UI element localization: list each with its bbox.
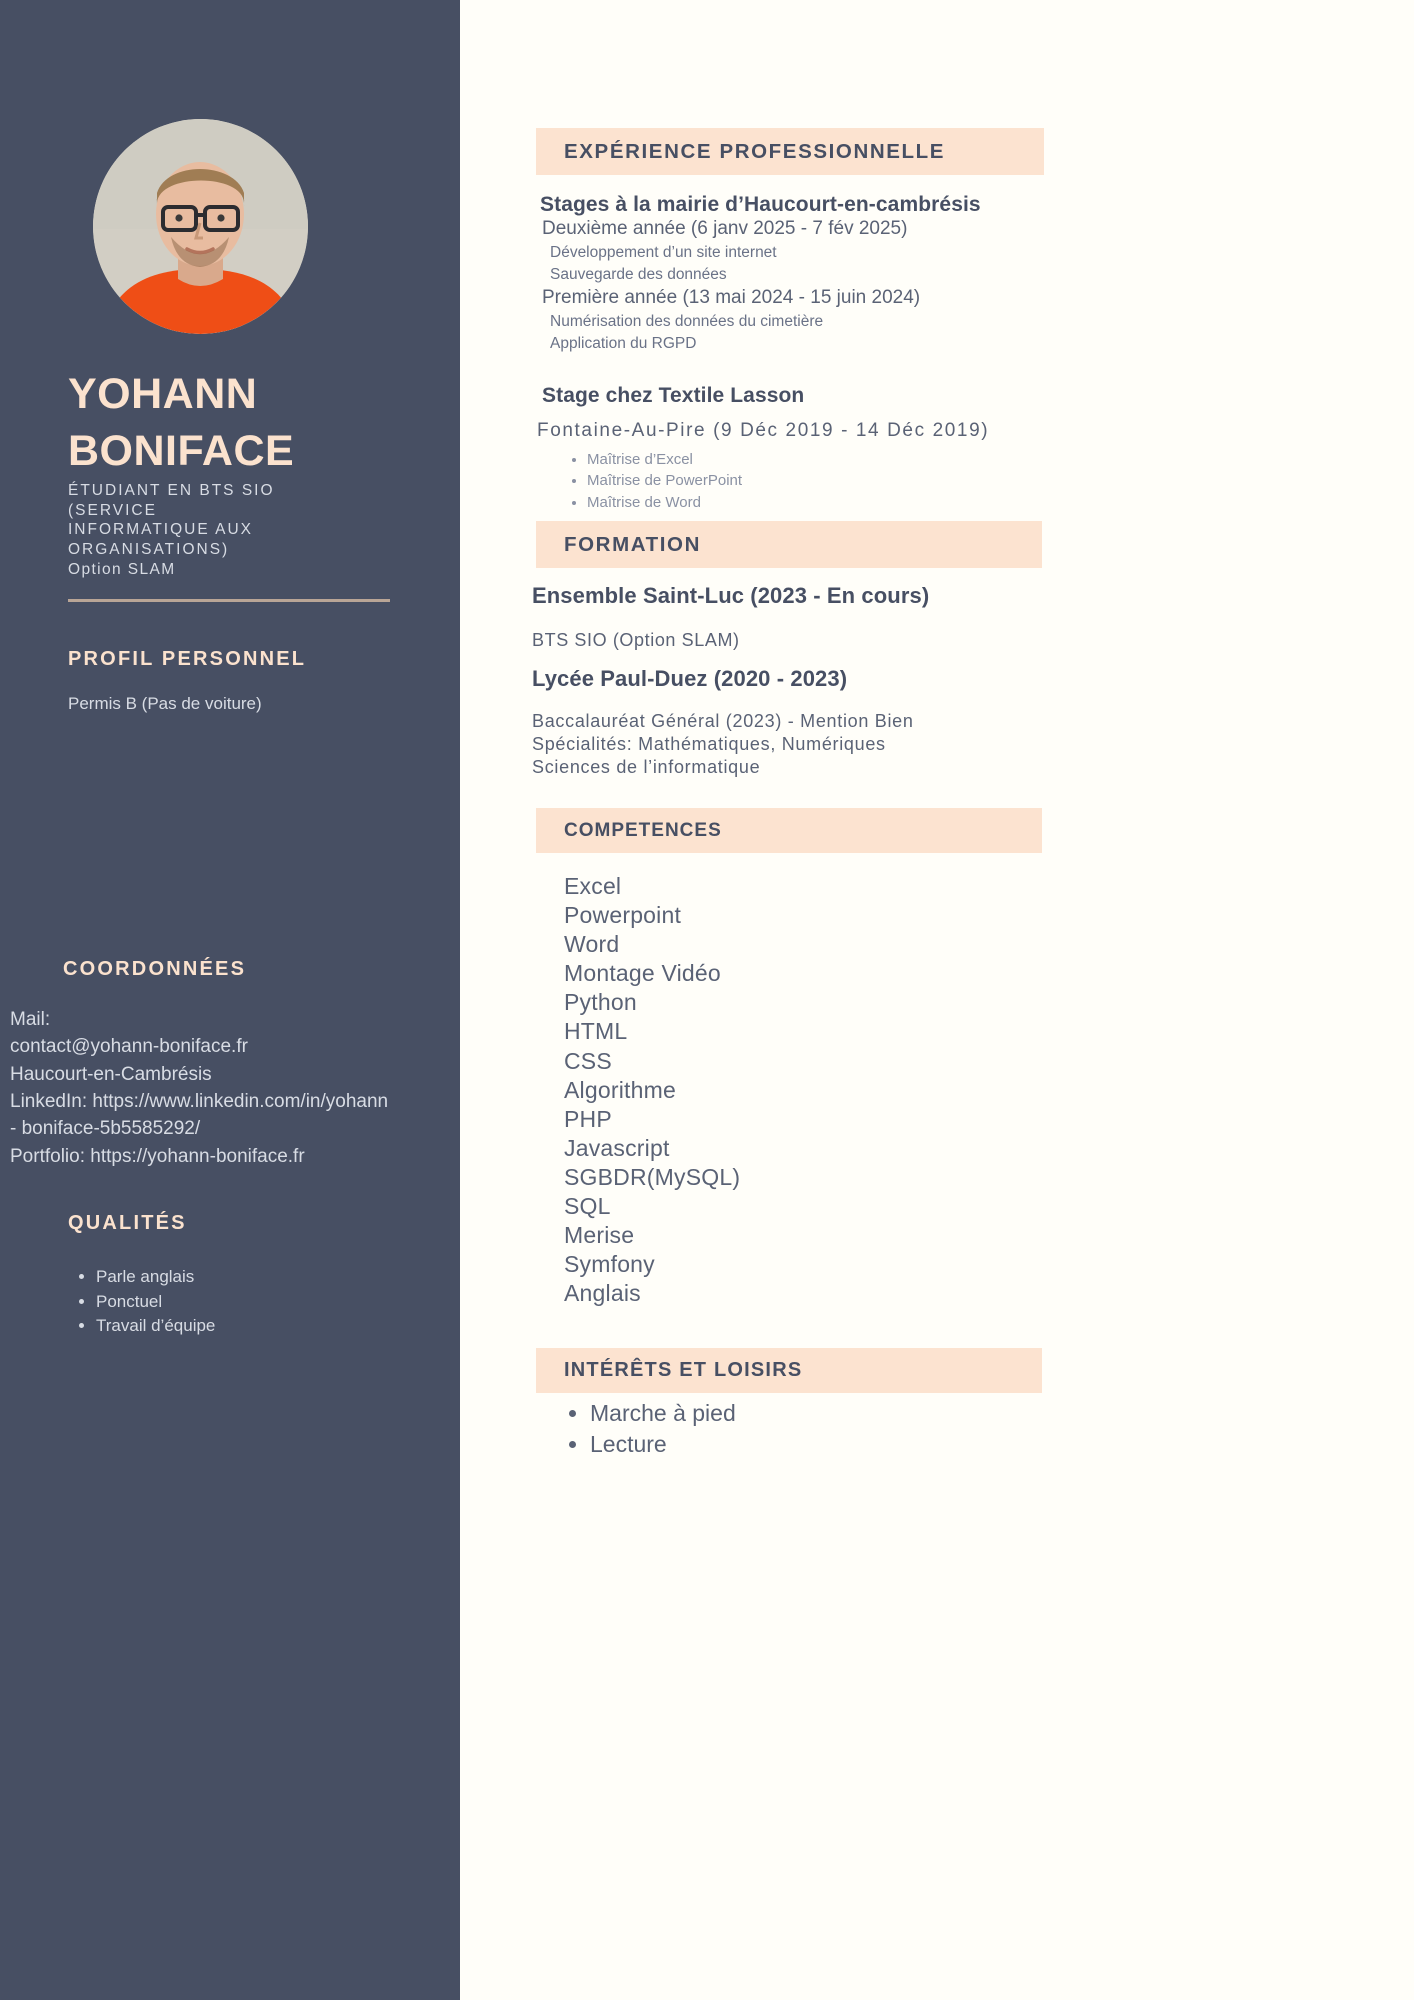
- list-item: Algorithme: [564, 1076, 676, 1103]
- full-name: [68, 366, 438, 480]
- list-item: PHP: [564, 1105, 612, 1132]
- section-heading-experience: EXPÉRIENCE PROFESSIONNELLE: [564, 139, 946, 163]
- experience-2-list: [555, 449, 1127, 513]
- list-item: Powerpoint: [564, 902, 682, 929]
- interets-list: [558, 1398, 1110, 1460]
- contact-email[interactable]: contact@yohann-boniface.fr: [10, 1036, 248, 1058]
- list-item: • Ponctuel: [96, 1290, 466, 1315]
- list-item: Excel: [564, 873, 622, 899]
- subtitle-line-4: ORGANISATIONS): [68, 541, 230, 559]
- formation-2-title: Lycée Paul-Duez (2020 - 2023): [532, 666, 848, 691]
- section-band-experience: [536, 128, 1044, 175]
- section-heading-interets: INTÉRÊTS ET LOISIRS: [564, 1359, 803, 1381]
- detail-line: Sauvegarde des données: [550, 265, 727, 283]
- detail-line: Application du RGPD: [550, 334, 697, 352]
- experience-2-title: Stage chez Textile Lasson: [542, 384, 805, 407]
- job-subtitle: [68, 481, 448, 579]
- sidebar-gap-strip: [460, 0, 482, 2000]
- experience-1-period-1: Deuxième année (6 janv 2025 - 7 fév 2025): [542, 218, 908, 239]
- list-item: Symfony: [564, 1251, 655, 1278]
- list-item: • Lecture: [590, 1429, 1110, 1460]
- section-band-interets: [536, 1348, 1042, 1393]
- contact-linkedin-part2[interactable]: - boniface-5b5585292/: [10, 1118, 201, 1140]
- detail-line: Spécialités: Mathématiques, Numériques: [532, 734, 886, 755]
- list-item: Word: [564, 931, 620, 958]
- list-item: CSS: [564, 1047, 612, 1074]
- competences-list: [564, 872, 1084, 1308]
- formation-1-sub: BTS SIO (Option SLAM): [532, 630, 740, 650]
- contact-linkedin-part1[interactable]: LinkedIn: https://www.linkedin.com/in/yohann: [10, 1091, 389, 1113]
- subtitle-line-3: INFORMATIQUE AUX: [68, 521, 254, 539]
- qualites-list: [68, 1265, 466, 1339]
- profile-photo-illustration: [93, 119, 308, 334]
- section-heading-formation: FORMATION: [564, 532, 701, 556]
- profil-text: Permis B (Pas de voiture): [68, 694, 262, 713]
- section-heading-qualites: QUALITÉS: [68, 1212, 187, 1234]
- list-item: Python: [564, 989, 637, 1016]
- main-column: [482, 0, 1414, 2000]
- list-item: • Maîtrise d’Excel: [587, 449, 1127, 470]
- contact-mail-label: Mail:: [10, 1009, 51, 1030]
- detail-line: Sciences de l’informatique: [532, 757, 761, 778]
- section-heading-competences: COMPETENCES: [564, 819, 722, 841]
- list-item: • Marche à pied: [590, 1398, 1110, 1429]
- list-item: • Maîtrise de PowerPoint: [587, 470, 1127, 491]
- avatar: [93, 119, 308, 334]
- contact-portfolio[interactable]: Portfolio: https://yohann-boniface.fr: [10, 1145, 305, 1167]
- detail-line: Développement d’un site internet: [550, 244, 777, 261]
- list-item: HTML: [564, 1018, 628, 1045]
- experience-1-title: Stages à la mairie d’Haucourt-en-cambrésis: [540, 193, 981, 216]
- list-item: Montage Vidéo: [564, 960, 721, 987]
- formation-2-details: [532, 710, 1152, 779]
- list-item: SQL: [564, 1193, 611, 1220]
- coordonnees-block: [10, 1006, 460, 1170]
- sidebar-divider: [68, 599, 390, 602]
- section-band-formation: [536, 521, 1042, 568]
- list-item: • Maîtrise de Word: [587, 492, 1127, 513]
- list-item: Merise: [564, 1222, 635, 1249]
- section-heading-profil: PROFIL PERSONNEL: [68, 648, 307, 670]
- experience-1-period-2: Première année (13 mai 2024 - 15 juin 2024): [542, 287, 921, 308]
- list-item: Anglais: [564, 1280, 641, 1307]
- subtitle-line-5: Option SLAM: [68, 560, 176, 578]
- detail-line: Numérisation des données du cimetière: [550, 313, 824, 330]
- list-item: SGBDR(MySQL): [564, 1163, 741, 1190]
- section-band-competences: [536, 808, 1042, 853]
- detail-line: Baccalauréat Général (2023) - Mention Bien: [532, 711, 914, 731]
- experience-2-location: Fontaine-Au-Pire (9 Déc 2019 - 14 Déc 2019): [537, 420, 990, 441]
- list-item: • Travail d’équipe: [96, 1314, 466, 1339]
- first-name: YOHANN: [68, 370, 258, 418]
- subtitle-line-2: (SERVICE: [68, 501, 157, 519]
- list-item: • Parle anglais: [96, 1265, 466, 1290]
- subtitle-line-1: ÉTUDIANT EN BTS SIO: [68, 482, 275, 499]
- formation-1-title: Ensemble Saint-Luc (2023 - En cours): [532, 583, 930, 608]
- experience-1-details-2: [550, 311, 1110, 354]
- last-name: BONIFACE: [68, 426, 295, 475]
- contact-city: Haucourt-en-Cambrésis: [10, 1063, 212, 1085]
- experience-1-details-1: [550, 242, 1110, 285]
- section-heading-coordonnees: COORDONNÉES: [63, 958, 247, 980]
- list-item: Javascript: [564, 1134, 670, 1161]
